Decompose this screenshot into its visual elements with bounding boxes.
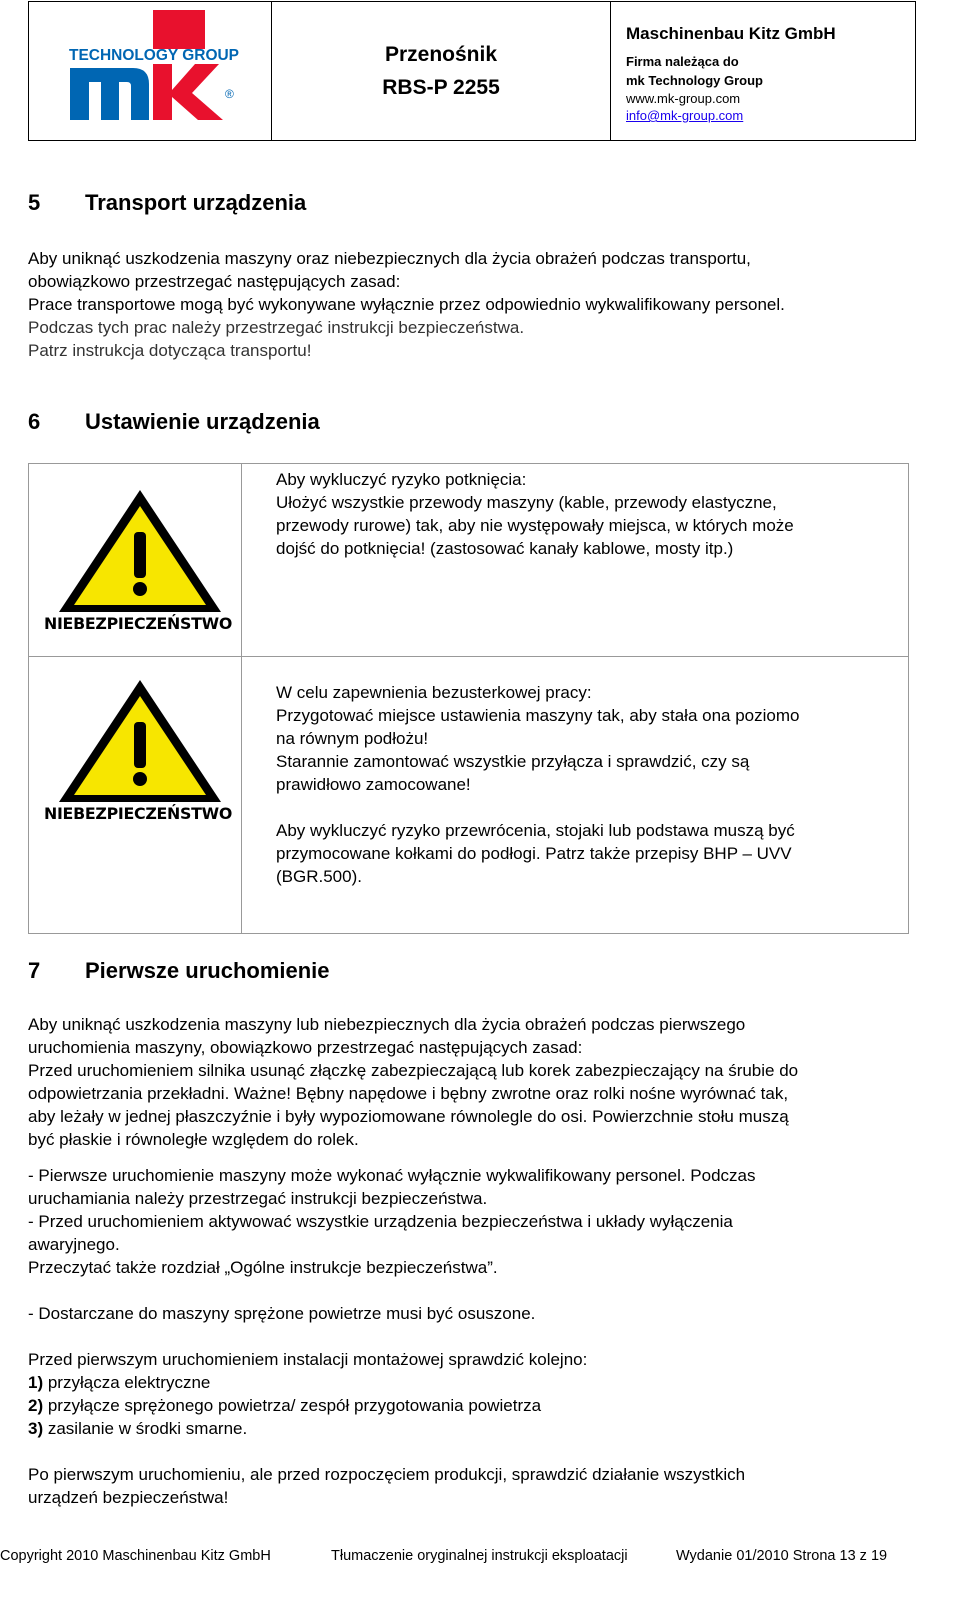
company-affiliation-line2: mk Technology Group [626,73,763,88]
checklist-number: 2) [28,1396,44,1415]
text-line: prawidłowo zamocowane! [276,775,471,794]
section-7-checklist [28,1348,587,1440]
section-number: 6 [28,409,41,434]
text-line: Ułożyć wszystkie przewody maszyny (kable, przewody elastyczne, [276,493,777,512]
text-line: odpowietrzania przekładni. Ważne! Bębny napędowe i bębny zwrotne oraz rolki nośne wyrównać tak, [28,1084,789,1103]
footer-page-number: Wydanie 01/2010 Strona 13 z 19 [676,1548,888,1564]
section-title: Ustawienie urządzenia [85,409,320,434]
text-line: (BGR.500). [276,867,362,886]
text-line: być płaskie i równoległe względem do rolek. [28,1130,359,1149]
title-cell [272,2,611,140]
text-line: Przygotować miejsce ustawienia maszyny tak, aby stała ona poziomo [276,706,800,725]
section-title: Pierwsze uruchomienie [85,958,330,983]
warning-text [276,681,799,796]
company-website[interactable]: www.mk-group.com [626,91,741,106]
text-line: - Przed uruchomieniem aktywować wszystkie urządzenia bezpieczeństwa i układy wyłączenia [28,1212,733,1231]
warning-row [29,657,908,933]
company-email-link[interactable]: info@mk-group.com [626,108,744,123]
warning-table [28,463,909,934]
logo-cell [29,2,272,140]
text-line: awaryjnego. [28,1235,120,1254]
text-line: na równym podłożu! [276,729,429,748]
text-line: dojść do potknięcia! (zastosować kanały kablowe, mosty itp.) [276,539,734,558]
section-7-final-note [28,1463,745,1509]
text-line: przewody rurowe) tak, aby nie występowały miejsca, w których może [276,516,794,535]
checklist-intro: Przed pierwszym uruchomieniem instalacji montażowej sprawdzić kolejno: [28,1350,588,1369]
checklist-number: 3) [28,1419,44,1438]
text-line: Patrz instrukcja dotycząca transportu! [28,341,312,360]
checklist-text: przyłącze sprężonego powietrza/ zespół przygotowania powietrza [43,1396,542,1415]
footer-translation-note: Tłumaczenie oryginalnej instrukcji eksploatacji [331,1548,628,1564]
footer-copyright: Copyright 2010 Maschinenbau Kitz GmbH [0,1548,271,1564]
warning-triangle-icon [43,674,233,824]
logo-tagline: TECHNOLOGY GROUP [69,47,239,64]
company-name: Maschinenbau Kitz GmbH [626,24,836,43]
text-line: W celu zapewnienia bezusterkowej pracy: [276,683,592,702]
text-line: uruchamiania należy przestrzegać instrukcji bezpieczeństwa. [28,1189,488,1208]
product-name: Przenośnik [384,43,498,66]
checklist-item [28,1417,587,1440]
text-line: obowiązkowo przestrzegać następujących zasad: [28,272,401,291]
warning-text [276,468,794,560]
text-line: aby leżały w jednej płaszczyźnie i były wypoziomowane równolegle do osi. Powierzchnie stołu muszą [28,1107,789,1126]
text-line: Aby uniknąć uszkodzenia maszyny oraz niebezpiecznych dla życia obrażeń podczas transportu, [28,249,751,268]
text-line: uruchomienia maszyny, obowiązkowo przestrzegać następujących zasad: [28,1038,583,1057]
section-number: 5 [28,190,41,215]
section-7-heading [28,958,330,984]
document-header [28,1,916,141]
text-line: Aby uniknąć uszkodzenia maszyny lub niebezpiecznych dla życia obrażeń podczas pierwszego [28,1015,746,1034]
checklist-number: 1) [28,1373,44,1392]
text-line: przymocowane kołkami do podłogi. Patrz także przepisy BHP – UVV [276,844,792,863]
warning-icon-cell [29,464,242,656]
section-6-heading [28,409,320,435]
warning-icon-cell [29,657,242,933]
warning-row [29,464,908,657]
section-number: 7 [28,958,41,983]
section-7-rules [28,1164,756,1279]
text-line: Przeczytać także rozdział „Ogólne instrukcje bezpieczeństwa”. [28,1258,498,1277]
text-line: - Dostarczane do maszyny sprężone powietrze musi być osuszone. [28,1304,536,1323]
text-line: - Pierwsze uruchomienie maszyny może wykonać wyłącznie wykwalifikowany personel. Podczas [28,1166,756,1185]
text-line: urządzeń bezpieczeństwa! [28,1488,229,1507]
warning-label: NIEBEZPIECZEŃSTWO [44,614,232,633]
section-title: Transport urządzenia [85,190,307,215]
warning-text [276,819,795,888]
warning-label: NIEBEZPIECZEŃSTWO [44,804,232,823]
logo-registered: ® [225,87,234,101]
company-affiliation-line1: Firma należąca do [626,54,739,69]
text-line: Podczas tych prac należy przestrzegać instrukcji bezpieczeństwa. [28,318,525,337]
checklist-text: przyłącza elektryczne [43,1373,211,1392]
text-line: Prace transportowe mogą być wykonywane wyłącznie przez odpowiednio wykwalifikowany personel. [28,295,785,314]
text-line: Przed uruchomieniem silnika usunąć złączkę zabezpieczającą lub korek zabezpieczający na śrubie do [28,1061,799,1080]
checklist-item [28,1371,587,1394]
checklist-text: zasilanie w środki smarne. [43,1419,248,1438]
mk-logo [29,2,272,140]
text-line: Aby wykluczyć ryzyko potknięcia: [276,470,527,489]
section-5-body [28,247,785,362]
text-line: Aby wykluczyć ryzyko przewrócenia, stojaki lub podstawa muszą być [276,821,795,840]
section-7-air-note [28,1302,535,1325]
text-line: Po pierwszym uruchomieniu, ale przed rozpoczęciem produkcji, sprawdzić działanie wszystkich [28,1465,746,1484]
text-line: Starannie zamontować wszystkie przyłącza i sprawdzić, czy są [276,752,750,771]
product-model: RBS-P 2255 [382,76,500,99]
section-5-heading [28,190,306,216]
section-7-intro [28,1013,798,1151]
warning-triangle-icon [43,484,233,634]
company-cell [611,2,915,140]
checklist-item [28,1394,587,1417]
